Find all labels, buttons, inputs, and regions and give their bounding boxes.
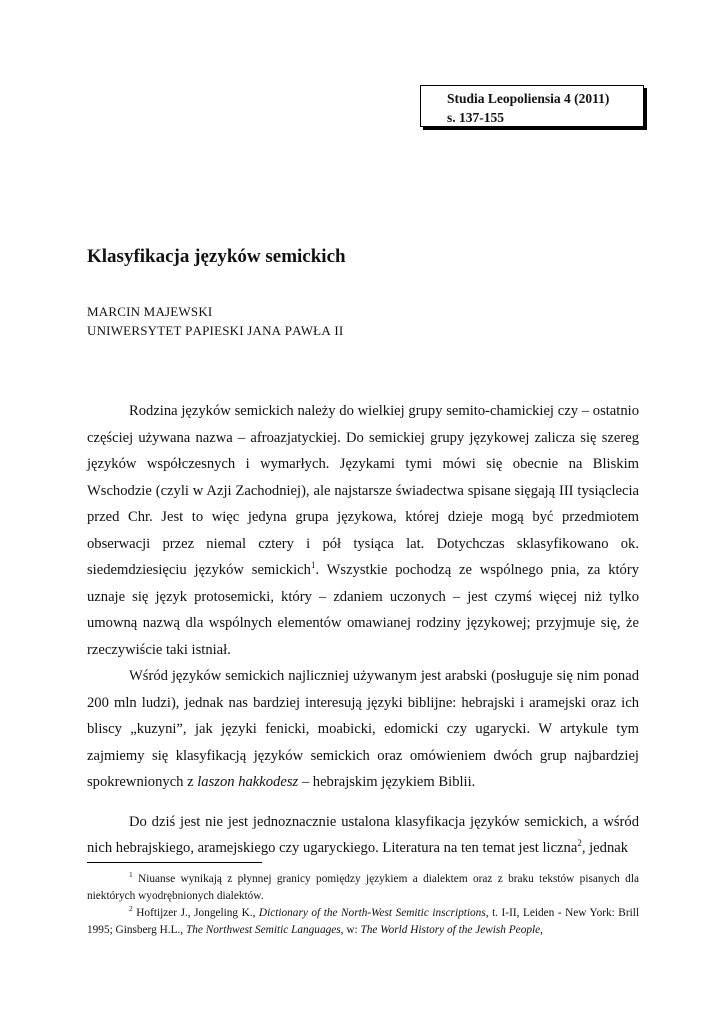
- footnotes: [87, 871, 639, 939]
- footnote-ref-2: 2: [577, 838, 582, 848]
- paragraph-3: Do dziś jest nie jest jednoznacznie ustalona klasyfikacja języków semickich, a wśród nich hebrajskiego, aramejskiego czy ugaryckiego. Literatura na ten temat jest liczna$^2$, jednak: [87, 813, 639, 856]
- footnote-ref-1: 1: [310, 560, 316, 570]
- footnote-1: $^1$ Niuanse wynikają z płynnej granicy pomiędzy językiem a dialektem oraz z braku tekstów pisanych dla niektórych wyodrębnionych dialektów.: [87, 870, 639, 902]
- page-range: s. 137-155: [447, 110, 504, 125]
- journal-name: Studia Leopoliensia 4 (2011): [447, 91, 610, 106]
- footnote-2: $^2$ Hoftijzer J., Jongeling K., Dictionary of the North-West Semitic inscriptions, t. I-II, Leiden - New York: Brill 1995; Ginsberg H.L., The Northwest Semitic Languages, w: The World History of the Jewish People,: [87, 904, 639, 936]
- article-body: [87, 398, 639, 862]
- footnote-separator: [87, 862, 262, 863]
- article-title: Klasyfikacja języków semickich: [87, 246, 346, 267]
- author-name: MARCIN MAJEWSKI: [87, 304, 213, 319]
- journal-reference-box: [420, 85, 644, 127]
- paragraph-2: Wśród języków semickich najliczniej używanym jest arabski (posługuje się nim ponad 200 mln ludzi), jednak nas bardziej interesują języki biblijne: hebrajski i aramejski oraz ich bliscy „kuzyni”, jak języki fenicki, moabicki, edomicki czy ugarycki. W artykule tym zajmiemy się klasyfikacją języków semickich oraz omówieniem dwóch grup najbardziej spokrewnionych z laszon hakkodesz – hebrajskim językiem Biblii.: [87, 668, 639, 790]
- author-affiliation: UNIWERSYTET PAPIESKI JANA PAWŁA II: [87, 323, 344, 338]
- paragraph-1: Rodzina języków semickich należy do wielkiej grupy semito-chamickiej czy – ostatnio częściej używana nazwa – afroazjatyckiej. Do semickiej grupy językowej zalicza się szereg języków współczesnych i wymarłych. Językami tymi mówi się obecnie na Bliskim Wschodzie (czyli w Azji Zachodniej), ale najstarsze świadectwa spisane sięgają III tysiąclecia przed Chr. Jest to więc jedyna grupa językowa, której dzieje mogą być przedmiotem obserwacji przez niemal cztery i pół tysiąca lat. Dotychczas sklasyfikowano ok. siedemdziesięciu języków semickich$^1$. Wszystkie pochodzą ze wspólnego pnia, za który uznaje się język protosemicki, który – zdaniem uczonych – jest czymś więcej niż tylko umowną nazwą dla wspólnych elementów omawianej rodziny językowej; przyjmuje się, że rzeczywiście taki istniał.: [87, 403, 639, 658]
